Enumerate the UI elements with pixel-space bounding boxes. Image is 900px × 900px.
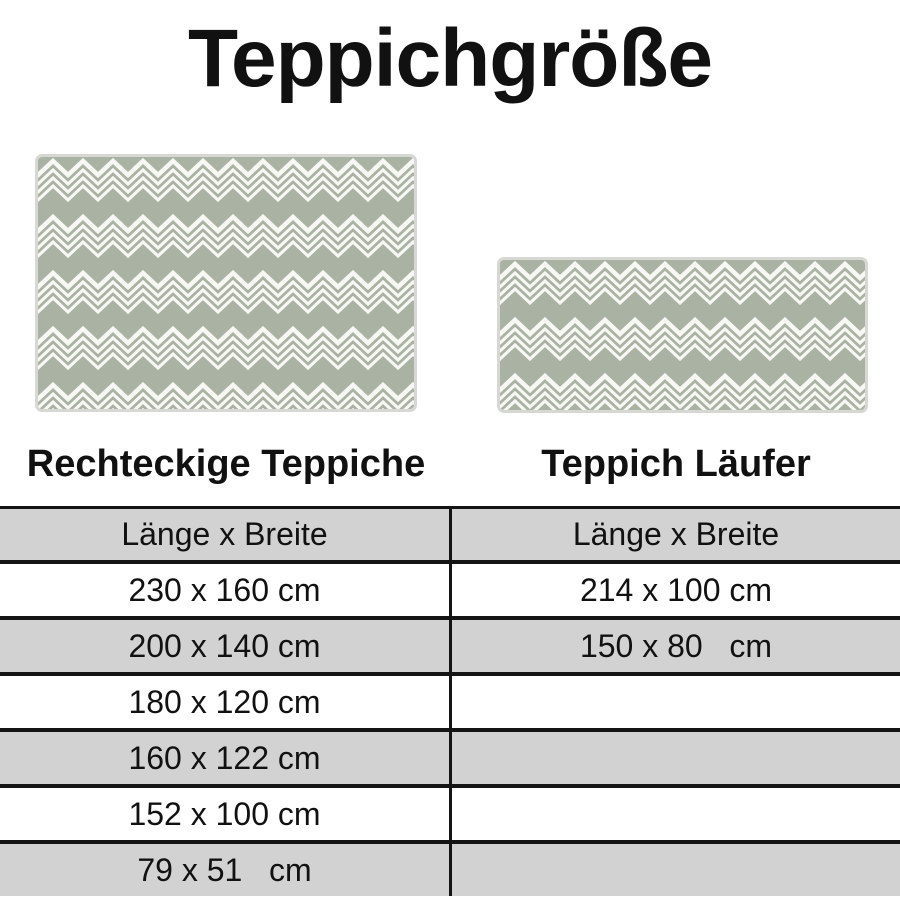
table-cell: 214 x 100 cm [579,571,773,608]
runner-rug-image [497,257,868,413]
rectangular-rugs-label: Rechteckige Teppiche [26,442,426,485]
table-cell: 160 x 122 cm [0,732,452,784]
table-cell: 152 x 100 cm [0,788,452,840]
table-cell: 180 x 120 cm [0,676,452,728]
table-row [0,676,900,732]
table-cell [452,844,900,896]
table-cell [452,676,900,728]
table-cell: 200 x 140 cm [0,620,452,672]
page-title: Teppichgröße [187,13,713,104]
table-header-cell: Länge x Breite [572,516,780,552]
table-cell [452,788,900,840]
table-row [0,844,900,896]
size-table [0,506,900,896]
table-row [0,732,900,788]
chevron-pattern [500,260,865,410]
table-row [0,564,900,620]
table-row [0,788,900,844]
rectangular-rug-image [35,154,417,412]
table-cell: 150 x 80 cm [579,627,773,664]
table-cell [452,732,900,784]
runner-rugs-label: Teppich Läufer [541,442,811,485]
table-cell: 230 x 160 cm [0,564,452,616]
table-row [0,620,900,676]
table-header-row [0,509,900,564]
table-header-cell: Länge x Breite [0,509,452,560]
chevron-pattern [38,157,414,409]
table-cell: 79 x 51 cm [0,844,452,896]
